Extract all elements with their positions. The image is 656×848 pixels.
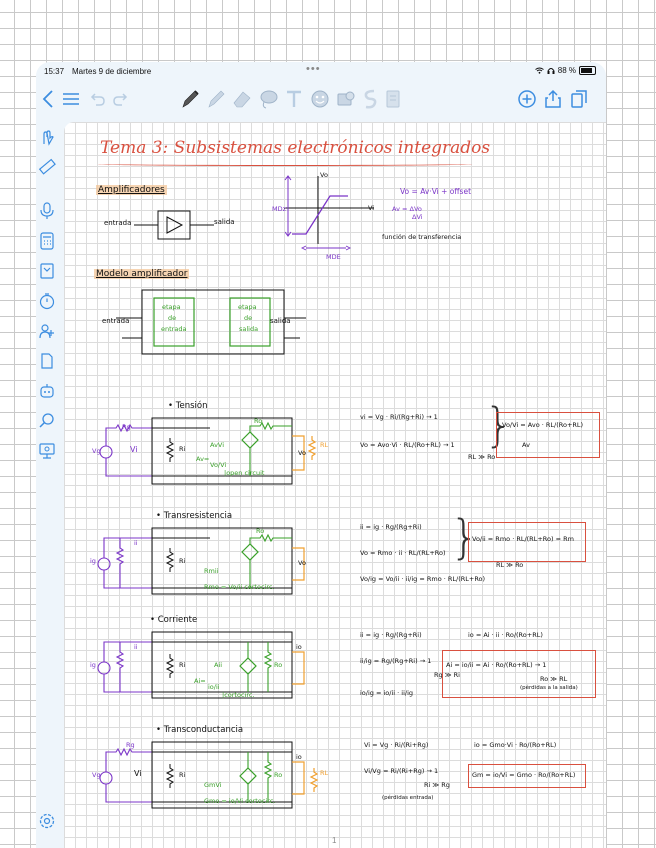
transres-src: Rmii	[204, 567, 219, 575]
transres-vo: Vo	[298, 559, 306, 567]
add-icon[interactable]	[516, 86, 538, 112]
bookmark-icon[interactable]	[38, 262, 56, 280]
mdz-label: MDz	[272, 205, 287, 213]
corriente-box-eq: Ai = io/ii = Ai · Ro/(Ro+RL) → 1	[446, 661, 547, 669]
back-chevron-icon[interactable]	[40, 86, 56, 112]
calculator-icon[interactable]	[38, 232, 56, 250]
corriente-def-bot: |cortocirc.	[222, 691, 255, 699]
tension-rl: RL	[320, 441, 329, 449]
title-underline	[98, 162, 472, 166]
tension-ri: Ri	[179, 445, 186, 453]
corriente-def-frac: io/ii	[208, 683, 220, 691]
tension-ro: Ro	[254, 417, 263, 425]
model-output-label: salida	[270, 317, 291, 325]
timer-icon[interactable]	[38, 292, 56, 310]
share-icon[interactable]	[542, 86, 564, 112]
transres-eq1: ii = ig · Rg/(Rg+Ri)	[360, 523, 422, 531]
settings-icon[interactable]	[38, 812, 56, 830]
amp-input-label: entrada	[104, 219, 132, 227]
heading-tension: • Tensión	[168, 401, 208, 411]
transcond-ri: Ri	[179, 771, 186, 779]
section-modelo-amplificador: Modelo amplificador	[96, 269, 188, 279]
transres-ig: ig	[90, 557, 96, 565]
corriente-note: (pérdidas a la salida)	[520, 685, 578, 691]
corriente-eq2: ii/ig = Rg/(Rg+Ri) → 1	[360, 657, 432, 665]
transcond-src: GmVi	[204, 781, 222, 789]
corriente-io: io	[296, 643, 302, 651]
pen-icon[interactable]	[178, 86, 202, 112]
tension-result-box	[496, 412, 600, 458]
stage-in-3: entrada	[161, 325, 187, 333]
tension-vg: Vg	[92, 447, 101, 455]
transfer-eq-offset: Vo = Av·Vi + offset	[400, 187, 472, 196]
tension-src: AvVi	[210, 441, 225, 449]
transcond-rg: Rg	[126, 741, 135, 749]
model-input-label: entrada	[102, 317, 130, 325]
tension-box-eq: Vo/Vi = Avo · RL/(Ro+RL)	[502, 421, 584, 429]
heading-corriente: • Corriente	[150, 615, 198, 625]
vo-axis-label: Vo	[320, 171, 328, 179]
stage-in-2: de	[168, 314, 177, 322]
handwriting-icon[interactable]	[360, 86, 380, 112]
list-icon[interactable]	[60, 86, 82, 112]
tension-rg: Rg	[122, 423, 131, 431]
redo-icon[interactable]	[110, 86, 130, 112]
transcond-cond: Ri ≫ Rg	[424, 781, 450, 789]
transcond-vi: Vi	[134, 769, 142, 778]
transcond-box-eq: Gm = io/Vi = Gmo · Ro/(Ro+RL)	[472, 771, 576, 779]
corriente-cond1: Rg ≫ Ri	[434, 671, 460, 679]
note-page[interactable]	[64, 122, 606, 848]
search-icon[interactable]	[38, 412, 56, 430]
tension-def-bot: |open circuit	[224, 469, 265, 477]
transres-box-eq: Vo/ii = Rmo · RL/(RL+Ro) = Rm	[472, 535, 574, 543]
corriente-ro: Ro	[274, 661, 283, 669]
corriente-src: Aii	[214, 661, 223, 669]
corriente-eq1: ii = ig · Rg/(Rg+Ri)	[360, 631, 422, 639]
wifi-icon	[535, 67, 544, 74]
stage-out-1: etapa	[238, 303, 257, 311]
status-time: 15:37	[44, 67, 65, 76]
corriente-eq4: io = Ai · ii · Ro/(Ro+RL)	[468, 631, 543, 639]
document-icon[interactable]	[38, 352, 56, 370]
undo-icon[interactable]	[88, 86, 108, 112]
pages-icon[interactable]	[568, 86, 590, 112]
transres-eq2: Vo = Rmo · ii · RL/(RL+Ro)	[360, 549, 446, 557]
transcond-eq1: Vi = Vg · Ri/(Ri+Rg)	[364, 741, 429, 749]
people-icon[interactable]	[38, 322, 56, 340]
status-bar	[36, 62, 606, 80]
transfer-function-graph	[278, 171, 383, 252]
shapes-icon[interactable]	[308, 86, 332, 112]
pencil-icon[interactable]	[204, 86, 228, 112]
mde-label: MDE	[326, 253, 341, 261]
battery-percent: 88 %	[557, 66, 576, 75]
page-number: 1	[332, 836, 337, 845]
transcond-def: Gmo = io/Vi cortocirc.	[204, 797, 276, 805]
ruler-icon[interactable]	[38, 158, 56, 176]
stage-in-1: etapa	[162, 303, 181, 311]
status-date: Martes 9 de diciembre	[72, 67, 152, 76]
transres-ri: Ri	[179, 557, 186, 565]
heading-transconductancia: • Transconductancia	[156, 725, 244, 735]
tension-brace: }	[484, 398, 514, 452]
transcond-vg: Vg	[92, 771, 101, 779]
ipad-window	[36, 62, 606, 848]
eraser-icon[interactable]	[230, 86, 254, 112]
transres-ii: ii	[134, 539, 138, 547]
tension-vo: Vo	[298, 449, 306, 457]
transres-def: Rmo = Vo/ii cortocirc.	[204, 583, 275, 591]
headphones-icon	[547, 67, 555, 74]
transcond-ro: Ro	[274, 771, 283, 779]
transfer-caption: función de transferencia	[382, 233, 462, 241]
vi-axis-label: Vi	[368, 204, 375, 212]
robot-icon[interactable]	[38, 382, 56, 400]
corriente-ii: ii	[134, 643, 138, 651]
text-icon[interactable]	[282, 86, 306, 112]
tension-vi: Vi	[130, 445, 138, 454]
presentation-icon[interactable]	[38, 442, 56, 460]
stage-out-3: salida	[239, 325, 259, 333]
transfer-eq-av-den: ΔVi	[412, 213, 423, 221]
tension-cond: RL ≫ Ro	[468, 453, 496, 461]
tension-def-top: Av=	[196, 455, 210, 463]
transres-cond: RL ≫ Ro	[496, 561, 524, 569]
tension-eq1: vi = Vg · Ri/(Rg+Ri) → 1	[360, 413, 438, 421]
transcond-eq3: io = Gmo·Vi · Ro/(Ro+RL)	[474, 741, 557, 749]
lasso-icon[interactable]	[256, 86, 280, 112]
amplifier-symbol	[134, 210, 214, 240]
corriente-def-top: Ai=	[194, 677, 206, 685]
multitask-dots[interactable]: •••	[306, 63, 321, 75]
corriente-ri: Ri	[179, 661, 186, 669]
tension-def-frac: Vo/Vi	[210, 461, 227, 469]
sidebar	[36, 122, 58, 848]
toolbar	[36, 80, 606, 120]
transcond-rl: RL	[320, 769, 329, 777]
transres-eq3: Vo/ig = Vo/ii · ii/ig = Rmo · RL/(RL+Ro)	[360, 575, 486, 583]
transfer-eq-av: Av = ΔVo	[392, 205, 422, 213]
amp-output-label: salida	[214, 218, 235, 226]
transcond-eq2: Vi/Vg = Ri/(Ri+Rg) → 1	[364, 767, 439, 775]
corriente-ig: ig	[90, 661, 96, 669]
hand-icon[interactable]	[38, 128, 56, 146]
stage-out-2: de	[244, 314, 253, 322]
corriente-cond2: Ro ≫ RL	[540, 675, 568, 683]
image-icon[interactable]	[334, 86, 358, 112]
battery-icon	[579, 66, 596, 75]
transcond-note: (pérdidas entrada)	[382, 795, 434, 801]
corriente-eq3: io/ig = io/ii · ii/ig	[360, 689, 413, 697]
transres-ro: Ro	[256, 527, 265, 535]
transcond-io: io	[296, 753, 302, 761]
tension-eq2: Vo = Avo·Vi · RL/(Ro+RL) → 1	[360, 441, 455, 449]
transres-brace: }	[450, 510, 480, 564]
tension-box-av: Av	[522, 441, 530, 449]
page-title: Tema 3: Subsistemas electrónicos integrados	[100, 138, 491, 158]
heading-transresistencia: • Transresistencia	[156, 511, 233, 521]
status-right	[535, 66, 596, 75]
sticker-icon[interactable]	[382, 86, 404, 112]
microphone-icon[interactable]	[38, 202, 56, 220]
section-amplificadores: Amplificadores	[98, 185, 165, 195]
